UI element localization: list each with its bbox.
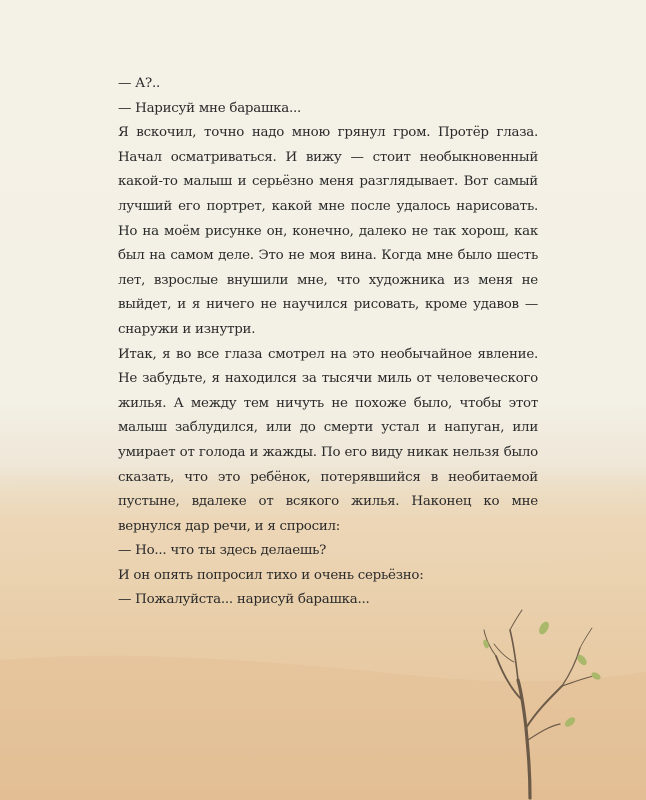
paragraph-4: Итак, я во все глаза смотрел на это необычайное явление. Не забудьте, я находился за тысячи миль от человеческого жилья. А между тем ничуть не похоже было, чтобы этот малыш заблудился, или до смерти устал и напуган, или умирает от голода и жажды. По его виду никак нельзя было сказать, что это ребёнок, потерявшийся в необитаемой пустыне, вдалеке от всякого жилья. Наконец ко мне вернулся дар речи, и я спросил: (118, 346, 538, 534)
bare-tree-icon (470, 600, 610, 800)
paragraph-2: — Нарисуй мне барашка... (118, 100, 302, 116)
paragraph-5: — Но... что ты здесь делаешь? (118, 543, 327, 559)
paragraph-7: — Пожалуйста... нарисуй барашка... (118, 592, 370, 608)
paragraph-1: — А?.. (118, 76, 160, 91)
paragraph-6: И он опять попросил тихо и очень серьёзно: (118, 567, 424, 583)
story-text (118, 72, 538, 613)
paragraph-3: Я вскочил, точно надо мною грянул гром. Протёр глаза. Начал осматриваться. И вижу — стоит необыкновенный какой-то малыш и серьёзно меня разглядывает. Вот самый лучший его портрет, какой мне после удалось нарисовать. Но на моём рисунке он, конечно, далеко не так хорош, как был на самом деле. Это не моя вина. Когда мне было шесть лет, взрослые внушили мне, что художника из меня не выйдет, и я ничего не научился рисовать, кроме удавов — снаружи и изнутри. (118, 125, 538, 337)
